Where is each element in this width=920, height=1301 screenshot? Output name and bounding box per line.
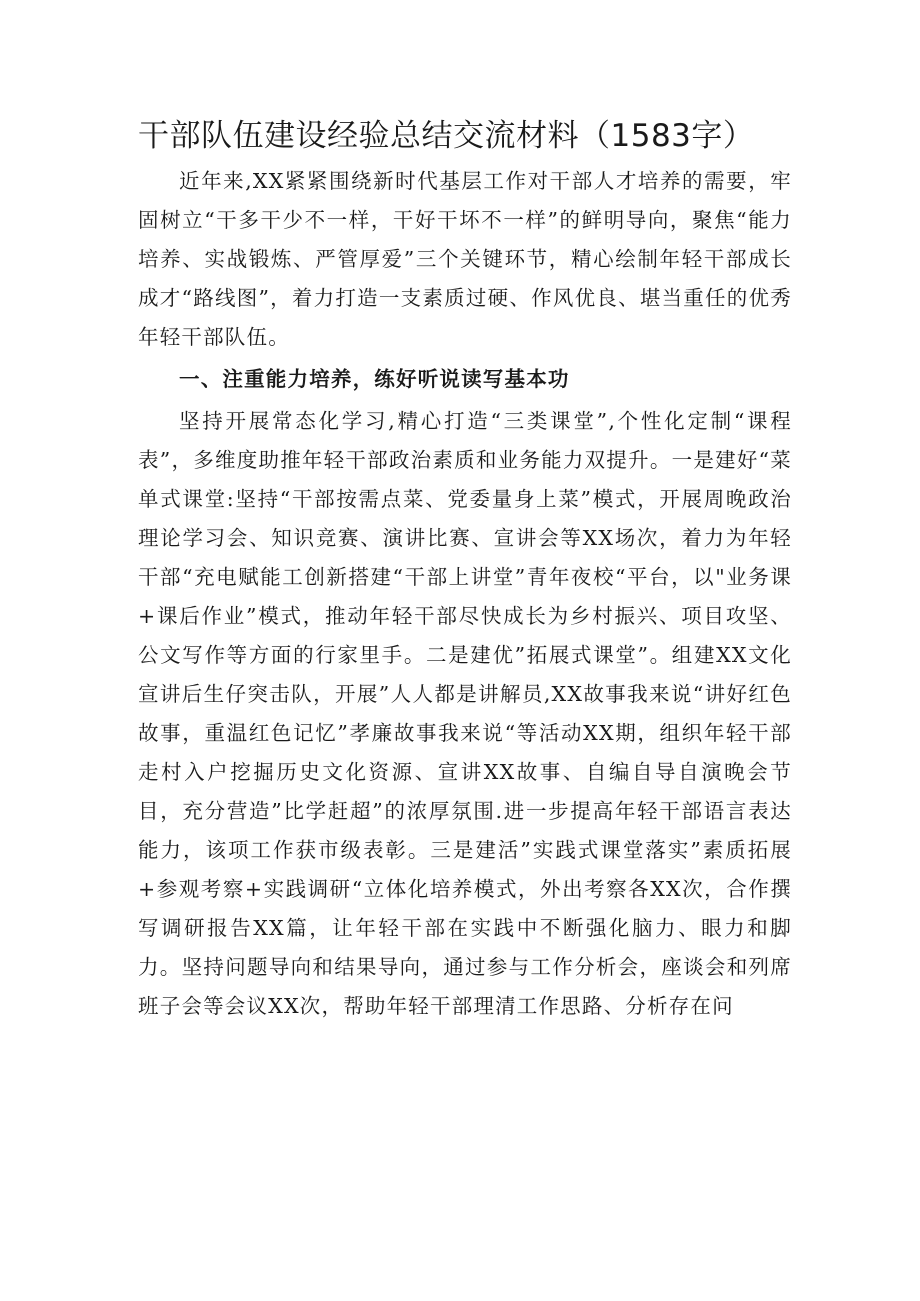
section-1-paragraph: 坚持开展常态化学习,精心打造“三类课堂”,个性化定制“课程表”，多维度助推年轻干部政治素质和业务能力双提升。一是建好“菜单式课堂:坚持“干部按需点菜、党委量身上菜”模式，开展周晚政治理论学习会、知识竞赛、演讲比赛、宣讲会等XX场次，着力为年轻干部“充电赋能工创新搭建“干部上讲堂”青年夜校“平台，以"业务课+课后作业”模式，推动年轻干部尽快成长为乡村振兴、项目攻坚、公文写作等方面的行家里手。二是建优”拓展式课堂”。组建XX文化宣讲后生仔突击队，开展”人人都是讲解员,XX故事我来说“讲好红色故事，重温红色记忆”孝廉故事我来说“等活动XX期，组织年轻干部走村入户挖掘历史文化资源、宣讲XX故事、自编自导自演晚会节目，充分营造”比学赶超”的浓厚氛围.进一步提高年轻干部语言表达能力，该项工作获市级表彰。三是建活”实践式课堂落实”素质拓展+参观考察+实践调研“立体化培养模式，外出考察各XX次，合作撰写调研报告XX篇，让年轻干部在实践中不断强化脑力、眼力和脚力。坚持问题导向和结果导向，通过参与工作分析会，座谈会和列席班子会等会议XX次，帮助年轻干部理清工作思路、分析存在问 bbox=[138, 409, 792, 1018]
intro-paragraph: 近年来,XX紧紧围绕新时代基层工作对干部人才培养的需要，牢固树立“干多干少不一样，干好干坏不一样”的鲜明导向，聚焦“能力培养、实战锻炼、严管厚爱”三个关键环节，精心绘制年轻干部成长成才“路线图”，着力打造一支素质过硬、作风优良、堪当重任的优秀年轻干部队伍。 bbox=[138, 169, 792, 349]
section-heading-1: 一、注重能力培养，练好听说读写基本功 bbox=[179, 367, 570, 391]
document-title: 干部队伍建设经验总结交流材料（1583字） bbox=[138, 118, 755, 154]
